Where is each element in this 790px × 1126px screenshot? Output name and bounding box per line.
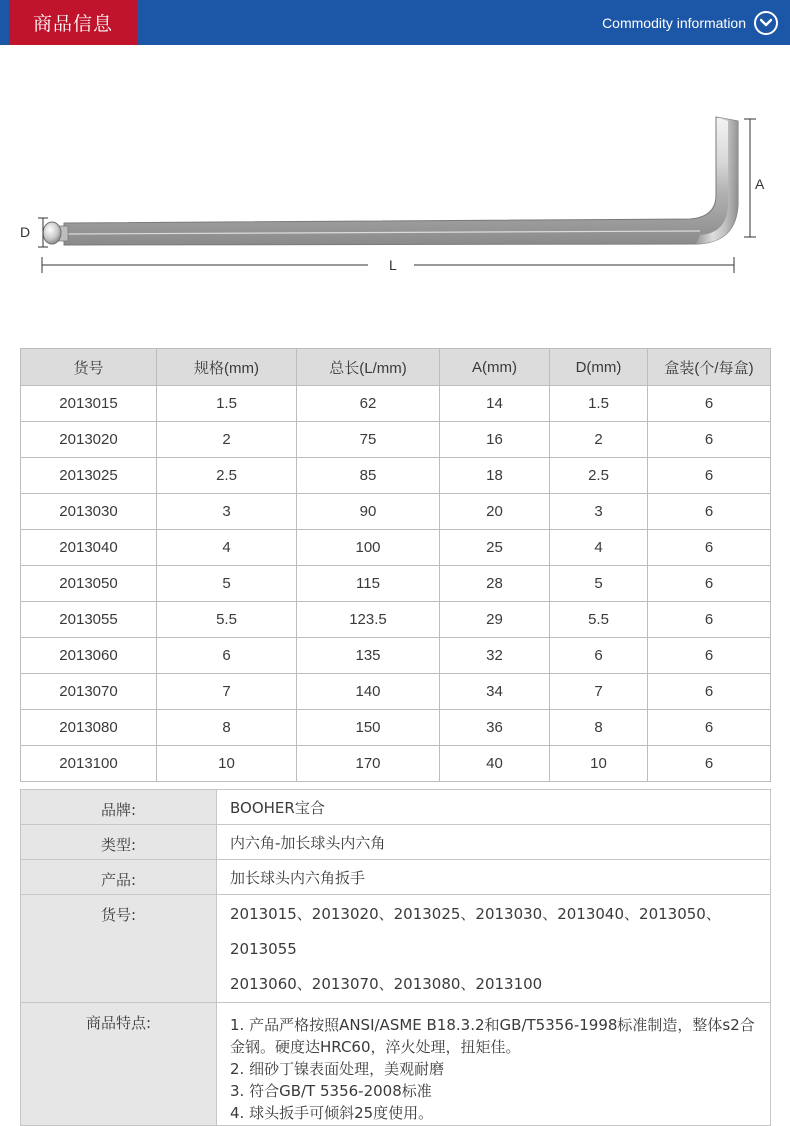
codes-line-2: 2013060、2013070、2013080、2013100 [230,975,543,993]
dimension-l-label: L [389,257,397,273]
cell-a: 25 [440,530,550,566]
cell-box-qty: 6 [648,638,771,674]
table-row [21,638,771,674]
cell-a: 34 [440,674,550,710]
cell-d: 10 [550,746,648,782]
cell-length: 85 [297,458,440,494]
cell-d: 5 [550,566,648,602]
dimension-l [42,257,734,273]
cell-d: 1.5 [550,386,648,422]
col-header-d: D(mm) [550,349,648,386]
cell-size: 5.5 [157,602,297,638]
table-row [21,602,771,638]
section-subtitle-area [602,0,778,45]
dimension-d-label: D [20,224,31,240]
cell-box-qty: 6 [648,710,771,746]
table-row [21,386,771,422]
col-header-length: 总长(L/mm) [297,349,440,386]
table-row [21,530,771,566]
product-value: 加长球头内六角扳手 [217,860,771,895]
cell-d: 8 [550,710,648,746]
col-header-a: A(mm) [440,349,550,386]
cell-length: 123.5 [297,602,440,638]
cell-box-qty: 6 [648,566,771,602]
feature-line: 4. 球头扳手可倾斜25度使用。 [230,1104,434,1122]
cell-size: 5 [157,566,297,602]
product-info-table [20,789,771,1126]
product-label: 产品: [21,860,217,895]
info-row-features [21,1003,771,1126]
cell-box-qty: 6 [648,458,771,494]
cell-length: 62 [297,386,440,422]
type-value: 内六角-加长球头内六角 [217,825,771,860]
info-row-brand [21,790,771,825]
cell-a: 18 [440,458,550,494]
cell-box-qty: 6 [648,386,771,422]
cell-item-no: 2013055 [21,602,157,638]
cell-item-no: 2013100 [21,746,157,782]
cell-a: 28 [440,566,550,602]
feature-line: 金钢。硬度达HRC60，淬火处理，扭矩佳。 [230,1038,521,1056]
cell-length: 150 [297,710,440,746]
dimension-a [744,119,765,237]
cell-d: 5.5 [550,602,648,638]
table-row [21,494,771,530]
table-row [21,710,771,746]
cell-size: 2.5 [157,458,297,494]
cell-item-no: 2013080 [21,710,157,746]
cell-box-qty: 6 [648,746,771,782]
dimension-a-label: A [755,176,765,192]
cell-size: 8 [157,710,297,746]
cell-a: 36 [440,710,550,746]
info-row-type [21,825,771,860]
cell-item-no: 2013070 [21,674,157,710]
codes-value [217,895,771,1003]
section-subtitle: Commodity information [602,14,746,31]
cell-size: 1.5 [157,386,297,422]
cell-d: 4 [550,530,648,566]
cell-a: 29 [440,602,550,638]
cell-a: 16 [440,422,550,458]
features-label: 商品特点: [21,1003,217,1126]
cell-d: 2.5 [550,458,648,494]
col-header-item-no: 货号 [21,349,157,386]
section-header [0,0,790,45]
cell-item-no: 2013060 [21,638,157,674]
cell-a: 14 [440,386,550,422]
spec-table [20,348,771,782]
cell-box-qty: 6 [648,674,771,710]
cell-length: 115 [297,566,440,602]
cell-item-no: 2013015 [21,386,157,422]
cell-size: 4 [157,530,297,566]
chevron-down-circle-icon[interactable] [754,11,778,35]
cell-d: 3 [550,494,648,530]
brand-label: 品牌: [21,790,217,825]
table-row [21,566,771,602]
cell-length: 140 [297,674,440,710]
cell-d: 2 [550,422,648,458]
cell-length: 100 [297,530,440,566]
cell-size: 6 [157,638,297,674]
features-value [217,1003,771,1126]
cell-a: 20 [440,494,550,530]
cell-a: 40 [440,746,550,782]
cell-item-no: 2013030 [21,494,157,530]
col-header-size: 规格(mm) [157,349,297,386]
table-row [21,674,771,710]
table-row [21,746,771,782]
cell-box-qty: 6 [648,422,771,458]
cell-d: 7 [550,674,648,710]
spec-table-header-row [21,349,771,386]
info-row-codes [21,895,771,1003]
feature-line: 3. 符合GB/T 5356-2008标准 [230,1082,432,1100]
cell-length: 135 [297,638,440,674]
cell-length: 90 [297,494,440,530]
cell-item-no: 2013025 [21,458,157,494]
codes-label: 货号: [21,895,217,1003]
section-title: 商品信息 [9,0,137,45]
wrench-diagram [0,95,790,285]
brand-value: BOOHER宝合 [217,790,771,825]
cell-item-no: 2013020 [21,422,157,458]
cell-size: 7 [157,674,297,710]
cell-a: 32 [440,638,550,674]
type-label: 类型: [21,825,217,860]
cell-item-no: 2013050 [21,566,157,602]
table-row [21,458,771,494]
cell-length: 170 [297,746,440,782]
col-header-box-qty: 盒装(个/每盒) [648,349,771,386]
codes-line-1: 2013015、2013020、2013025、2013030、2013040、2013050、2013055 [230,905,721,958]
cell-box-qty: 6 [648,602,771,638]
table-row [21,422,771,458]
cell-box-qty: 6 [648,494,771,530]
cell-length: 75 [297,422,440,458]
cell-size: 2 [157,422,297,458]
cell-size: 10 [157,746,297,782]
cell-d: 6 [550,638,648,674]
feature-line: 2. 细砂丁镍表面处理，美观耐磨 [230,1060,445,1078]
feature-line: 1. 产品严格按照ANSI/ASME B18.3.2和GB/T5356-1998标准制造，整体s2合 [230,1016,755,1034]
cell-size: 3 [157,494,297,530]
wrench-body [43,117,738,245]
info-row-product [21,860,771,895]
cell-item-no: 2013040 [21,530,157,566]
cell-box-qty: 6 [648,530,771,566]
